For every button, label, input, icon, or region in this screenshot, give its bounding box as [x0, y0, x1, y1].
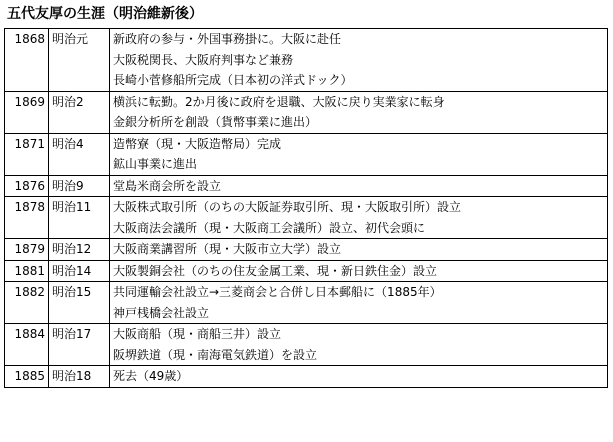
year-cell: [5, 239, 49, 261]
era-cell: [49, 282, 110, 324]
event-line: 大阪商船（現・商船三井）設立: [113, 327, 282, 341]
events-cell: [110, 260, 608, 282]
event-line: 大阪株式取引所（のちの大阪証券取引所、現・大阪取引所）設立: [113, 200, 462, 214]
year-text: 1885: [14, 369, 45, 383]
era-cell: [49, 260, 110, 282]
year-cell: [5, 91, 49, 133]
year-cell: [5, 197, 49, 239]
year-text: 1882: [14, 285, 45, 299]
era-cell: [49, 366, 110, 388]
event-line: 神戸桟橋会社設立: [113, 305, 210, 320]
table-row: [5, 260, 608, 282]
events-cell: [110, 133, 608, 175]
year-text: 1879: [14, 242, 45, 256]
era-cell: [49, 175, 110, 197]
event-line: 横浜に転勤。2か月後に政府を退職、大阪に戻り実業家に転身: [113, 94, 445, 109]
event-line: 共同運輸会社設立→三菱商会と合併し日本郵船に（1885年）: [113, 285, 442, 299]
era-cell: [49, 324, 110, 366]
year-cell: [5, 133, 49, 175]
era-text: 明治17: [52, 327, 92, 341]
table-row: [5, 324, 608, 366]
events-cell: [110, 197, 608, 239]
year-cell: [5, 282, 49, 324]
table-row: [5, 366, 608, 388]
event-line: 阪堺鉄道（現・南海電気鉄道）を設立: [113, 347, 318, 362]
year-cell: [5, 260, 49, 282]
table-row: [5, 91, 608, 133]
year-cell: [5, 324, 49, 366]
events-cell: [110, 324, 608, 366]
era-cell: [49, 91, 110, 133]
year-text: 1881: [14, 263, 45, 278]
page-title: 五代友厚の生涯（明治維新後）: [7, 6, 203, 22]
year-cell: [5, 366, 49, 388]
year-text: 1868: [14, 32, 45, 46]
era-cell: [49, 133, 110, 175]
year-text: 1869: [14, 94, 45, 109]
era-text: 明治12: [52, 242, 92, 256]
event-line: 大阪製銅会社（のちの住友金属工業、現・新日鉄住金）設立: [113, 263, 438, 278]
table-row: [5, 133, 608, 175]
event-line: 新政府の参与・外国事務掛に。大阪に赴任: [113, 32, 342, 46]
era-text: 明治14: [52, 263, 92, 278]
year-text: 1876: [14, 178, 45, 193]
table-row: [5, 29, 608, 92]
event-line: 大阪商業講習所（現・大阪市立大学）設立: [113, 242, 342, 256]
events-cell: [110, 366, 608, 388]
timeline-body: [5, 29, 608, 388]
era-text: 明治2: [52, 94, 84, 109]
event-line: 死去（49歳）: [113, 369, 189, 383]
era-text: 明治4: [52, 136, 84, 151]
event-line: 大阪税関長、大阪府判事など兼務: [113, 52, 294, 67]
era-cell: [49, 29, 110, 92]
event-line: 金銀分析所を創設（貨幣事業に進出）: [113, 115, 318, 129]
era-text: 明治11: [52, 200, 92, 214]
event-line: 大阪商法会議所（現・大阪商工会議所）設立、初代会頭に: [113, 220, 426, 235]
events-cell: [110, 282, 608, 324]
year-cell: [5, 29, 49, 92]
events-cell: [110, 239, 608, 261]
table-row: [5, 197, 608, 239]
events-cell: [110, 91, 608, 133]
year-text: 1871: [14, 136, 45, 151]
event-line: 造幣寮（現・大阪造幣局）完成: [113, 136, 282, 151]
era-cell: [49, 197, 110, 239]
events-cell: [110, 175, 608, 197]
timeline-table: [4, 28, 608, 388]
era-text: 明治15: [52, 285, 92, 299]
table-row: [5, 282, 608, 324]
era-cell: [49, 239, 110, 261]
event-line: 堂島米商会所を設立: [113, 178, 222, 193]
event-line: 長崎小菅修船所完成（日本初の洋式ドック）: [113, 73, 353, 87]
year-cell: [5, 175, 49, 197]
year-text: 1878: [14, 200, 45, 214]
year-text: 1884: [14, 327, 45, 341]
events-cell: [110, 29, 608, 92]
event-line: 鉱山事業に進出: [113, 157, 198, 171]
era-text: 明治9: [52, 178, 84, 193]
era-text: 明治元: [52, 32, 89, 46]
table-row: [5, 175, 608, 197]
table-row: [5, 239, 608, 261]
era-text: 明治18: [52, 369, 92, 383]
